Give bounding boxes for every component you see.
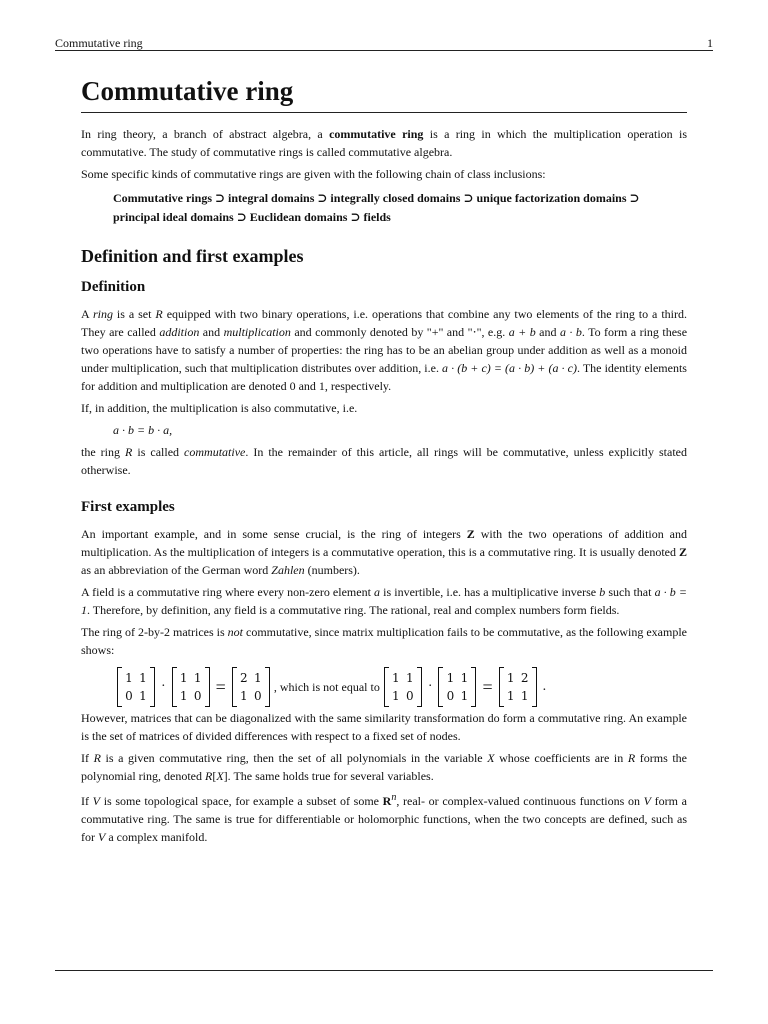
text: A: [81, 307, 93, 321]
math-inline: a + b: [508, 325, 536, 339]
matrix-entry: 1: [139, 689, 147, 703]
italic-term: multiplication: [223, 325, 291, 339]
matrix-entry: 1: [391, 671, 400, 685]
examples-paragraph-2: [81, 583, 687, 619]
equals-operator: =: [215, 677, 226, 697]
matrix-entry: 1: [240, 689, 248, 703]
examples-paragraph-6: [81, 789, 687, 846]
matrix-entry: 1: [460, 671, 469, 685]
math-inline: a · (b + c) = (a · b) + (a · c): [442, 361, 577, 375]
text: ]. The same holds true for several variables.: [223, 769, 434, 783]
matrix-entry: 0: [405, 689, 414, 703]
bold-symbol: Z: [466, 527, 475, 541]
italic-var: R: [627, 751, 636, 765]
italic-var: a: [374, 585, 381, 599]
italic-term: not: [227, 625, 244, 639]
text: such that: [605, 585, 655, 599]
matrix-entry: 1: [179, 671, 188, 685]
running-title: Commutative ring: [55, 36, 143, 50]
matrix-entry: 1: [446, 671, 455, 685]
italic-var: X: [216, 769, 224, 783]
matrix-entry: 1: [506, 671, 515, 685]
text: equipped with two binary operations, i.e. operations that combine any two elements of the ring to a third. They are called: [81, 307, 687, 339]
text: In ring theory, a branch of abstract algebra, a: [81, 127, 330, 141]
italic-var: V: [92, 794, 101, 808]
text: whose coefficients are in: [494, 751, 628, 765]
bold-symbol: Z: [678, 545, 687, 559]
italic-var: X: [487, 751, 495, 765]
text: is a given commutative ring, then the set of all polynomials in the variable: [100, 751, 488, 765]
subsection-heading-first-examples: First examples: [81, 499, 175, 515]
italic-term: addition: [159, 325, 200, 339]
matrix-5: [438, 667, 476, 707]
text: An important example, and in some sense crucial, is the ring of integers: [81, 527, 467, 541]
running-header: [55, 32, 713, 51]
matrix-entry: 1: [139, 671, 147, 685]
matrix-entry: 2: [240, 671, 248, 685]
matrix-entry: 0: [193, 689, 202, 703]
matrix-2: [172, 667, 210, 707]
text: If: [81, 751, 94, 765]
matrix-entry: 1: [193, 671, 202, 685]
matrix-4: [384, 667, 422, 707]
text: and commonly denoted by "+" and "⋅", e.g.: [290, 325, 509, 339]
matrix-3: [232, 667, 270, 707]
text: forms the polynomial ring, denoted: [81, 751, 688, 783]
text: [: [212, 769, 217, 783]
text: as an abbreviation of the German word: [81, 563, 272, 577]
math-inline: a · b = 1: [81, 585, 687, 617]
italic-term: ring: [92, 307, 113, 321]
definition-paragraph-3: [81, 443, 687, 479]
italic-var: V: [643, 794, 651, 808]
text: The ring of 2-by-2 matrices is: [81, 625, 228, 639]
matrix-example: [117, 665, 687, 709]
text: is called: [132, 445, 185, 459]
matrix-entry: 1: [125, 671, 133, 685]
text: . In the remainder of this article, all rings will be commutative, unless explicitly stated otherwise.: [81, 445, 687, 477]
text: and: [535, 325, 560, 339]
definition-paragraph-2: If, in addition, the multiplication is also commutative, i.e.: [81, 401, 358, 415]
matrix-entry: 0: [446, 689, 455, 703]
text: A field is a commutative ring where every non-zero element: [81, 585, 375, 599]
italic-var: V: [98, 830, 106, 844]
italic-var: R: [93, 751, 101, 765]
footer-rule: [55, 970, 713, 971]
text: . To form a ring these two operations have to satisfy a number of properties: the ring has to be an abelian group under addition as well as a monoid under multiplication, such that multiplication distributes over addition, i.e.: [81, 325, 688, 375]
text: is some topological space, for example a subset of some: [100, 794, 383, 808]
matrix-6: [499, 667, 537, 707]
definition-paragraph-1: [81, 305, 687, 395]
math-inline: a · b: [559, 325, 582, 339]
examples-paragraph-4: However, matrices that can be diagonalized with the same similarity transformation do form a commutative ring. An example is the set of matrices of divided differences with respect to a fixed set of nodes.: [81, 711, 687, 743]
matrix-entry: 1: [460, 689, 469, 703]
bold-symbol: R: [382, 794, 392, 808]
text: the ring: [81, 445, 126, 459]
italic-term: Zahlen: [271, 563, 305, 577]
matrix-entry: 2: [520, 671, 529, 685]
italic-var: R: [155, 307, 163, 321]
matrix-entry: 0: [254, 689, 262, 703]
italic-var: R: [204, 769, 213, 783]
page-number: 1: [707, 36, 713, 50]
intro-paragraph-2: Some specific kinds of commutative rings are given with the following chain of class inclusions:: [81, 167, 546, 181]
intro-paragraph-1: [81, 125, 687, 161]
subsection-heading-definition: Definition: [81, 279, 146, 295]
text: is a ring in which the multiplication operation is commutative. The study of commutative rings is called commutative algebra.: [81, 127, 687, 159]
class-inclusion-chain: Commutative rings ⊃ integral domains ⊃ integrally closed domains ⊃ unique factorization domains ⊃ principal ideal domains ⊃ Euclidean domains ⊃ fields: [113, 191, 640, 224]
matrix-entry: 1: [520, 689, 529, 703]
text: . Therefore, by definition, any field is a commutative ring. The rational, real and complex numbers form fields.: [87, 603, 620, 617]
period: .: [542, 679, 547, 694]
matrix-entry: 0: [125, 689, 133, 703]
bold-term: commutative ring: [329, 127, 424, 141]
dot-operator: ·: [427, 679, 433, 694]
superscript: n: [391, 792, 397, 803]
text: commutative, since matrix multiplication fails to be commutative, as the following example shows:: [81, 625, 687, 657]
examples-paragraph-5: [81, 749, 687, 785]
text: with the two operations of addition and multiplication. As the multiplication of integers is a commutative operation, this is a commutative ring. It is usually denoted: [81, 527, 687, 559]
matrix-entry: 1: [506, 689, 515, 703]
article-body: [81, 66, 687, 850]
equals-operator: =: [482, 677, 493, 697]
text: is a set: [112, 307, 156, 321]
page-title: Commutative ring: [81, 74, 687, 113]
text: a complex manifold.: [105, 830, 208, 844]
italic-var: R: [125, 445, 133, 459]
matrix-entry: 1: [179, 689, 188, 703]
examples-paragraph-3: [81, 623, 687, 659]
dot-operator: ·: [161, 679, 166, 694]
examples-paragraph-1: [81, 525, 687, 579]
text: and: [199, 325, 224, 339]
not-equal-text: , which is not equal to: [273, 680, 380, 694]
matrix-1: [117, 667, 155, 707]
italic-var: b: [599, 585, 606, 599]
matrix-entry: 1: [391, 689, 400, 703]
section-heading-definition-and-first-examples: Definition and first examples: [81, 246, 304, 266]
text: . The identity elements for addition and multiplication are denoted 0 and 1, respectively.: [81, 361, 687, 393]
matrix-entry: 1: [405, 671, 414, 685]
matrix-entry: 1: [254, 671, 262, 685]
text: form a commutative ring. The same is true for differentiable or holomorphic functions, when the two concepts are defined, such as for: [81, 794, 687, 844]
text: is invertible, i.e. has a multiplicative inverse: [380, 585, 600, 599]
text: (numbers).: [304, 563, 360, 577]
italic-term: commutative: [184, 445, 246, 459]
math-inline: a · b = b · a,: [113, 423, 173, 437]
text: , real- or complex-valued continuous functions on: [396, 794, 644, 808]
commutativity-formula: [113, 421, 687, 439]
text: If: [81, 794, 93, 808]
